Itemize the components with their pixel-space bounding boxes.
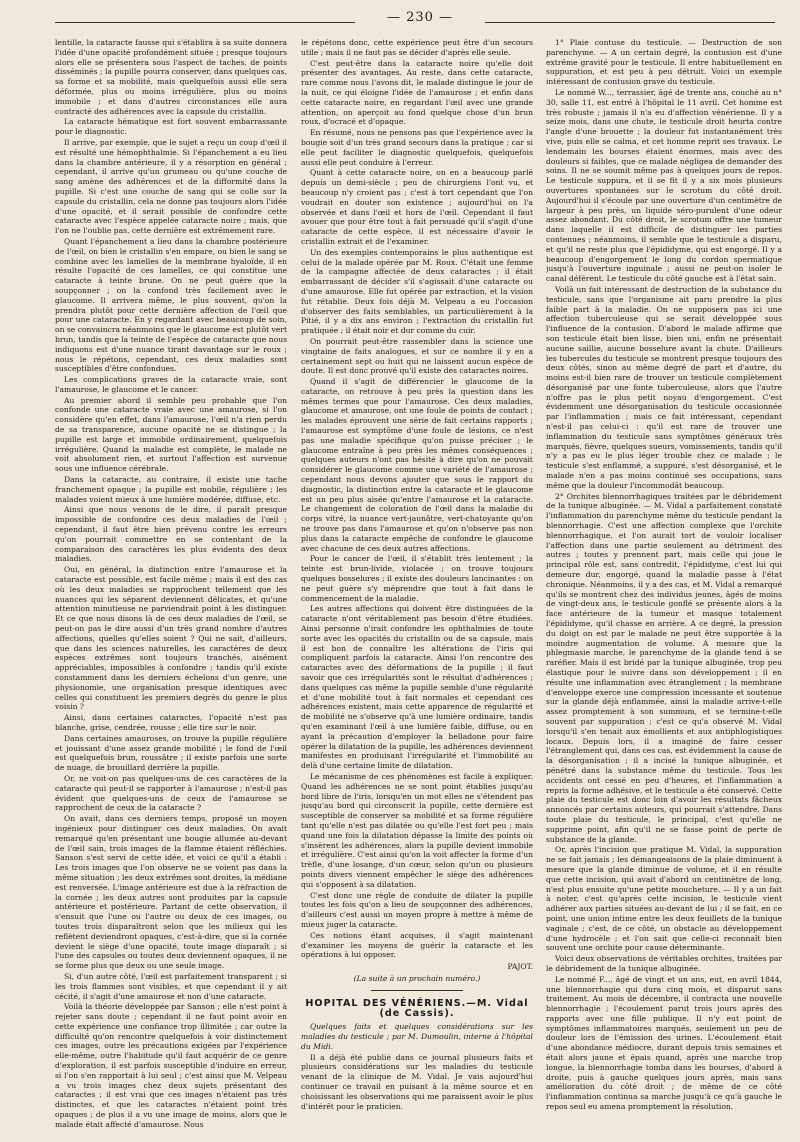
paragraph: lentille, la cataracte fausse qui s'établira à sa suite donnera l'idée d'une opacité profondément située ; presque toujours alors elle se présentera sous l'aspect de taches, de points disséminés ; la pupille pourra conserver, dans quelques cas, sa forme et sa mobilité, mais quelquefois aussi elle sera déformée, plus ou moins irrégulière, plus ou moins immobile ; et dans d'autres circonstances elle aura contracté des adhérences avec la capsule du cristallin. [55, 38, 287, 116]
paragraph: Il a déjà été publié dans ce journal plusieurs faits et plusieurs considérations sur les maladies du testicule venant de la clinique de M. Vidal. Je vais aujourd'hui continuer ce travail en puisant à la même source et en choisissant les observations qui me paraissent avoir le plus d'intérêt pour le praticien. [301, 1052, 533, 1111]
section-divider [371, 990, 463, 991]
paragraph: Voici deux observations de véritables orchites, traitées par le débridement de la tunique albuginée. [546, 954, 782, 973]
page-header [55, 8, 775, 34]
paragraph: Si, d'un autre côté, l'œil est parfaitement transparent ; si les trois flammes sont visibles, et que cependant il y ait cécité, il s'agit d'une amaurose et non d'une cataracte. [55, 971, 287, 1001]
paragraph: Ces notions étant acquises, il s'agit maintenant d'examiner les moyens de guérir la cataracte et les opérations à lui opposer. [301, 930, 533, 960]
paragraph: C'est peut-être dans la cataracte noire qu'elle doit présenter des avantages. Au reste, dans cette cataracte, rare comme nous l'avons dit, le malade distingue le jour de la nuit, ce qui éloigne l'idée de l'amaurose ; et enfin dans cette cataracte noire, en regardant l'œil avec une grande attention, on aperçoit au fond quelque chose d'un brun roux, d'ocracé et d'opaque. [301, 58, 533, 127]
column-middle [301, 38, 533, 1136]
author-signature: PAJOT. [507, 962, 533, 972]
paragraph: Le nommé F..., âgé de vingt et un ans, eut, en avril 1844, une blennorrhagie qui dura cinq mois, et disparut sans traitement. Au mois de décembre, il contracta une nouvelle blennorrhagie ; l'écoulement parut trois jours après des rapports avec une fille publique. Il n'y eut point de symptômes inflammatoires marqués, seulement un peu de douleur lors de l'émission des urines. L'écoulement était d'une abondance médiocre, durant depuis trois semaines et était alors jaune et épais quand, après une marche trop longue, la blennorrhagie tomba dans les bourses, d'abord à droite, puis à gauche quelques jours après, mais sans amélioration du côté droit ; de même de ce côté l'inflammation continua sa marche jusqu'à ce qu'à gauche le repos seul eu amena promptement la résolution. [546, 974, 782, 1112]
paragraph: 1° Plaie contuse du testicule. — Destruction de son parenchyme. — A un certain degré, la contusion est d'une extrême gravité pour le testicule. Il entre habituellement en suppuration, et est peu à peu détruit. Voici un exemple intéressant de contusion grave du testicule. [546, 38, 782, 87]
paragraph: Voilà un fait intéressant de destruction de la substance du testicule, sans que l'organisme ait paru prendre la plus faible part à la maladie. On ne supposera pas ici une affection tuberculeuse qui se serait développée sous l'influence de la contusion. D'abord le malade affirme que son testicule était bien lisse, bien uni, enfin ne présentait aucune saillie, aucune bosselure avant la chute. D'ailleurs les tubercules du testicule se montrent presque toujours des deux côtés, sinon au même degré de part et d'autre, du moins est-il bien rare de trouver un testicule complètement désorganisé par une fonte tuberculeuse, alors que l'autre n'offre pas le plus petit noyau d'engorgement. C'est évidemment une désorganisation du testicule occasionnée par l'inflammation ; mais ce fait intéressant, cependant n'est-il pas celui-ci : qu'il est rare de trouver une inflammation du testicule sans symptômes généraux très marqués, fièvre, quelques sueurs, vomissements, tandis qu'il n'y a pas eu le plus léger trouble chez ce malade ; le testicule s'est enflammé, a suppuré, s'est désorganisé, et le malade n'en a pas moins continué ses occupations, sans même que la douleur l'incommodât beaucoup. [546, 284, 782, 490]
paragraph: Le nommé W..., terrassier, âgé de trente ans, couché au n° 30, salle 11, est entré à l'hôpital le 11 avril. Cet homme est très robuste ; jamais il n'a eu d'affection vénérienne. Il y a seize mois, dans une chute, le testicule droit heurta contre l'angle d'une brouette ; la douleur fut instantanément très vive, puis elle se calma, et cet homme reprit ses travaux. Le lendemain les bourses étaient énormes, mais avec des douleurs si faibles, que ce malade négligea de demander des soins. Il ne se soumit même pas à quelques jours de repos. Le testicule suppura, et il se fit il y a six mois plusieurs ouvertures spontanées sur le scrotum du côté droit. Aujourd'hui il s'écoule par une ouverture d'un centimètre de largeur à peu près, un liquide séro-purulent d'une odeur assez abondant. Du côté droit, le scrotum offre une tumeur dans laquelle il est difficile de distinguer les parties contenues ; néanmoins, il semble que le testicule a disparu, et qu'il ne reste plus que l'épididyme, qui est engorgé. Il y a beaucoup d'engorgement le long du cordon spermatique jusqu'à l'ouverture inguinale ; aussi ne peut-on isoler le canal déférent. Le testicule du côté gauche est à l'état sain. [546, 87, 782, 284]
header-rule-right [485, 22, 775, 23]
continuation-note: (La suite à un prochain numéro.) [353, 973, 481, 983]
paragraph: Ainsi, dans certaines cataractes, l'opacité n'est pas blanche, grise, cendrée, rousse ; elle tire sur le noir. [55, 713, 287, 732]
paragraph: le répétons donc, cette expérience peut être d'un secours utile ; mais il ne faut pas se décider d'après elle seule. [301, 38, 533, 57]
paragraph: Quant l'épanchement a lieu dans la chambre postérieure de l'œil, on bien le cristallin s'en empare, ou bien le sang se combine avec les lamelles de la membrane hyaloïde, il en résulte l'opacité de ces lamelles, ce qui constitue une cataracte à teinte brune. On ne peut guère que la soupçonner ; on la confond très facilement avec le glaucome. Il arrivera même, le plus souvent, qu'on la prendra plutôt pour cette dernière affection de l'œil que pour une cataracte. En y regardant avec beaucoup de soin, on se convaincra néanmoins que le glaucome est plutôt vert brun, tandis que la teinte de l'espèce de cataracte que nous indiquons est d'une nuance tirant davantage sur le roux ; nous le répétons, cependant, ces deux maladies sont susceptibles d'être confondues. [55, 236, 287, 374]
paragraph: Les complications graves de la cataracte vraie, sont l'amaurose, le glaucome et le cancer. [55, 375, 287, 394]
paragraph: Pour le cancer de l'œil, il s'établit très lentement ; la teinte est brun-livide, violacée ; on trouve toujours quelques bosselures ; il existe des douleurs lancinantes : on ne peut guère s'y méprendre que tout à fait dans le commencement de la maladie. [301, 554, 533, 603]
paragraph: Ainsi que nous venons de le dire, il paraît presque impossible de confondre ces deux maladies de l'œil ; cependant, il faut être bien prévenu contre les erreurs qu'on pourrait commettre en se contentant de la comparaison des caractères les plus évidents des deux maladies. [55, 505, 287, 564]
paragraph: Dans la cataracte, au contraire, il existe une tache franchement opaque ; la pupille est mobile, régulière ; les malades voient mieux à une lumière modérée, diffuse, etc. [55, 475, 287, 504]
paragraph: Dans certaines amauroses, on trouve la pupille régulière et jouissant d'une assez grande mobilité ; le fond de l'œil est quelquefois brun, roussâtre ; il existe parfois une sorte de nuage, de brouillard derrière la pupille. [55, 733, 287, 773]
paragraph: Or, ne voit-on pas quelques-uns de ces caractères de la cataracte qui peut-il se rapporter à l'amaurose ; n'est-il pas évident que quelques-uns de ceux de l'amaurose se rapprochent de ceux de la cataracte ? [55, 773, 287, 813]
paragraph: Quant à cette cataracte noire, on en a beaucoup parlé depuis un demi-siècle ; peu de chirurgiens l'ont vu, et beaucoup n'y croient pas ; c'est à tort cependant que l'on voudrait en douter son existence ; aujourd'hui on l'a observée et dans l'œil et hors de l'œil. Cependant il faut avouer que pour être tout à fait persuadé qu'il s'agit d'une cataracte de cette espèce, il est nécessaire d'avoir le cristallin extrait et de l'examiner. [301, 168, 533, 246]
paragraph: Oui, en général, la distinction entre l'amaurose et la cataracte est possible, est facile même ; mais il est des cas où les deux maladies se rapprochent tellement que les nuances qui les séparent deviennent délicates, et qu'une attention minutieuse ne parviendrait point à les distinguer. Et ce que nous disons là de ces deux maladies de l'œil, se peut-on pas le dire aussi d'un très grand nombre d'autres affections, quelles qu'elles soient ? Qui ne sait, d'ailleurs, que dans les sciences naturelles, les caractères de deux espèces extrêmes sont toujours tranchés, aisément appréciables, impossibles à confondre ; tandis qu'il existe constamment dans les derniers échelons d'un genre, une physionomie, une organisation presque identiques avec celles qui constituent les premiers degrés du genre le plus voisin ? [55, 565, 287, 712]
section-title: HOPITAL DES VÉNÉRIENS.—M. Vidal (de Cassis). [305, 997, 529, 1019]
paragraph: Un des exemples contemporains le plus authentique est celui de la malade opérée par M. Roux. C'était une femme de la campagne affectée de deux cataractes ; il était embarrassant de décider s'il s'agissait d'une cataracte ou d'une amaurose. Elle fut opérée par extraction, et la vision fut rétablie. Deux fois déjà M. Velpeau a eu l'occasion d'observer des faits semblables, un particulièrement à la Pitié, il y a dix ans environ ; l'extraction du cristallin fut pratiquée ; il était noir et dur comme du cuir. [301, 247, 533, 336]
paragraph: Les autres affections qui doivent être distinguées de la cataracte n'ont véritablement pas besoin d'être étudiées. Ainsi personne n'irait confondre les ophthalmies de toute sorte avec les opacités du cristallin ou de sa capsule, mais il est bon de connaître les altérations de l'iris qui compliquent parfois la cataracte. Ainsi l'on rencontre des cataractes avec des déformations de la pupille ; il faut savoir que ces irrégularités sont le résultat d'adhérences ; dans quelques cas même la pupille semble d'une régularité et d'une mobilité tout à fait normales et cependant ces adhérences existent, mais cette apparence de régularité et de mobilité ne s'observe qu'à une lumière ordinaire, tandis qu'en examinant l'œil à une lumière faible, diffuse, ou en ayant la précaution d'employer la belladone pour faire opérer la dilatation de la pupille, les adhérences deviennent manifestes en produisant l'irrégularité et l'immobilité au delà d'une certaine limite de dilatation. [301, 604, 533, 771]
column-right [546, 38, 782, 1136]
column-left [55, 38, 287, 1136]
paragraph: On pourrait peut-être rassembler dans la science une vingtaine de faits analogues, et sur ce nombre il y en a certainement sept ou huit qui ne laissent aucun espèce de doute. Il est donc prouvé qu'il existe des cataractes noires. [301, 336, 533, 376]
paragraph: Le mécanisme de ces phénomènes est facile à expliquer. Quand les adhérences ne se sont point établies jusqu'au bord libre de l'iris, lorsqu'en un mot elles ne s'étendent pas jusqu'au bord qui circonscrit la pupille, cette dernière est susceptible de conserver sa mobilité et sa forme régulière tant qu'elle n'est pas dilatée ou qu'elle l'est fort peu ; mais quand une fois la dilatation dépasse la limite des points où s'insèrent les adhérences, alors la pupille devient immobile et irrégulière. C'est ainsi qu'on la voit affecter la forme d'un trèfle, d'une losange, d'un cœur, selon qu'un ou plusieurs points divers viennent empêcher le siège des adhérences qui s'opposent à sa dilatation. [301, 771, 533, 889]
paragraph: Or, après l'incision que pratique M. Vidal, la suppuration ne se fait jamais ; les démangeaisons de la plaie diminuent à mesure que la glande diminue de volume, et il en résulte que cette incision, qui avait d'abord un centimètre de long, n'est plus ensuite qu'une petite moucheture. — Il y a un fait à noter, c'est qu'après cette incision, le testicule vient adhérer aux parties situées au-devant de lui ; il se fait, en ce point, une union intime entre les deux feuillets de la tunique vaginale ; c'est, de ce côté, un obstacle au développement d'une hydrocèle ; et l'on sait que celle-ci reconnaît bien souvent une orchite pour cause déterminante. [546, 845, 782, 953]
paragraph: En résumé, nous ne pensons pas que l'expérience avec la bougie soit d'un très grand secours dans la pratique ; car si elle peut faciliter le diagnostic quelquefois, quelquefois aussi elle peut conduire à l'erreur. [301, 128, 533, 167]
paragraph: Au premier abord il semble peu probable que l'on confonde une cataracte vraie avec une amaurose, si l'on considère qu'en effet, dans l'amaurose, l'œil n'a rien perdu de sa transparence, aucune opacité ne se distingue ; la pupille est large et immobile ordinairement, quelquefois irrégulière. Quand la maladie est complète, le malade ne voit absolument rien, et surtout l'affection est survenue sous une influence cérébrale. [55, 395, 287, 474]
paragraph: 2° Orchites blennorrhagiques traitées par le débridement de la tunique albuginée. — M. Vidal a parfaitement constaté l'inflammation du parenchyme même du testicule pendant la blennorrhagie. C'est une affection complexe que l'orchite blennorrhagique, et l'on aurait tort de vouloir localiser l'affection dans une partie seulement au détriment des autres ; toutes y prennent part, mais celle qui joue le principal rôle est, sans contredit, l'épididyme, c'est lui qui demeure dur, engorgé, quand la maladie passe à l'état chronique. Néanmoins, il y a des cas, et M. Vidal a remarqué qu'ils se montrent chez des individus jeunes, âgés de moins de vingt-deux ans, le testicule gonflé se présente alors à la face antérieure de la tumeur et masque totalement l'épididyme, qu'il chasse en arrière. A ce degré, la pression du doigt on est par le malade ne peut être supportée à la moindre augmentation de volume. A mesure que la phlegmasie marche, le parenchyme de la glande tend à se raréfier. Mais il est bridé par la tunique albuginée, trop peu élastique pour le suivre dans son développement ; il en résulte une inflammation avec étranglement ; la membrane d'enveloppe exerce une compression incessante et soutenue sur la glande déjà enflammée, ainsi la maladie arrive-t-elle assez promptement à son summum, et se termine-t-elle souvent par suppuration ; c'est ce qu'a observé M. Vidal lorsqu'il s'en tenait aux émollients et aux antiphlogistiques locaux. Depuis lors, il a imaginé de faire cesser l'étranglement qui, dans ces cas, est évidemment la cause de la désorganisation ; il a incisé la tunique albuginée, et pénétré dans la substance même du testicule. Tous les accidents ont cessé en peu d'heures, et l'inflammation a repris la forme adhésive, et le testicule a été conservé. Cette plaie du testicule est donc loin d'avoir les résultats fâcheux annoncés par certains auteurs, qui pourrait s'attendre. Dans toute plaie du testicule, le principal, c'est qu'elle ne supprime point, afin qu'il ne se fasse point de perte de substance de la glande. [546, 491, 782, 844]
header-rule-left [55, 22, 355, 23]
article-subtitle: Quelques faits et quelques considérations sur les maladies du testicule ; par M. Dumoulin, interne à l'hôpital du Midi. [301, 1022, 533, 1051]
page-number: — 230 — [386, 10, 454, 25]
paragraph: Quand il s'agit de différencier le glaucome de la cataracte, on retrouve à peu près la question dans les mêmes termes que pour l'amaurose. Ces deux maladies, glaucome et amaurose, ont une foule de points de contact ; les malades éprouvent une série de fait certains rapports ; l'amaurose est symptôme d'une foule de lésions, ce n'est pas une maladie spécifique qu'on puisse préciser ; le glaucome entraîne à peu près les mêmes conséquences ; quelques auteurs n'ont pas hésité à dire qu'on ne pouvait considérer le glaucome comme une variété de l'amaurose ; cependant nous devons ajouter que sous le rapport du diagnostic, la distinction entre la cataracte et le glaucome est un peu plus aisée qu'entre l'amaurose et la cataracte. Le changement de coloration de l'œil dans la maladie du corps vitré, la nuance vert-jaunâtre, vert-chatoyante qu'on ne trouve pas dans l'amaurose et qu'on n'observe pas non plus dans la cataracte empêche de confondre le glaucome avec chacune de ces deux autres affections. [301, 377, 533, 553]
paragraph: La cataracte hématique est fort souvent embarrassante pour le diagnostic. [55, 117, 287, 137]
paragraph: On avait, dans ces derniers temps, proposé un moyen ingénieux pour distinguer ces deux maladies. On avait remarqué qu'en présentant une bougie allumée au-devant de l'œil sain, trois images de la flamme étaient réfléchies. Sanson s'est servi de cette idée, et voici ce qu'il a établi : Les trois images que l'on observe ne se voient pas dans la même situation ; les deux extrêmes sont droites, la médiane est renversée. L'image antérieure est due à la réfraction de la cornée ; les deux autres sont produites par la capsule antérieure et postérieure. Partant de cette observation, il s'ensuit que l'une ou l'autre ou deux de ces images, ou toutes trois disparaîtront selon que les milieux qui les reflètent deviendront opaques, c'est-à-dire, que si la cornée devient le siège d'une opacité, toute image disparaît ; si l'une des capsules ou toutes deux deviennent opaques, il ne se forme plus que deux ou une seule image. [55, 814, 287, 971]
paragraph: Voilà la théorie développée par Sanson ; elle n'est point à rejeter sans doute ; cependant il ne faut point avoir en cette expérience une confiance trop illimitée ; car outre la difficulté qu'on rencontre quelquefois à voir distinctement ces images, outre les précautions exigées par l'expérience elle-même, outre l'habitude qu'il faut acquérir de ce genre d'exploration, il est parfois susceptible d'induire en erreur, si l'on s'en rapportait à lui seul ; c'est ainsi que M. Velpeau a vu trois images chez deux sujets présentant des cataractes ; il est vrai que ces images n'étaient pas très distinctes, et que les cataractes n'étaient point très opaques ; de plus il a vu une image de moins, alors que le malade était affecté d'amaurose. Nous [55, 1002, 287, 1129]
paragraph: Il arrive, par exemple, que le sujet a reçu un coup d'œil il est résulté une hémophthalmie. Si l'épanchement a eu lieu dans la chambre antérieure, il y a résorption en général ; cependant, il arrive qu'un grumeau ou qu'une couche de sang amène des adhérences et de la difformité dans la pupille. Si c'est une couche de sang qui se colle sur la capsule du cristallin, cela ne donne pas toujours alors l'idée d'une opacité, et il serait possible de confondre cette cataracte avec l'espèce appelée cataracte noire ; mais, que l'on ne l'oublie pas, cette dernière est extrêmement rare. [55, 137, 287, 236]
paragraph: C'est donc une règle de conduite de dilater la pupille toutes les fois qu'on a lieu de soupçonner des adhérences, d'ailleurs c'est aussi un moyen propre à mettre à même de mieux juger la cataracte. [301, 890, 533, 929]
